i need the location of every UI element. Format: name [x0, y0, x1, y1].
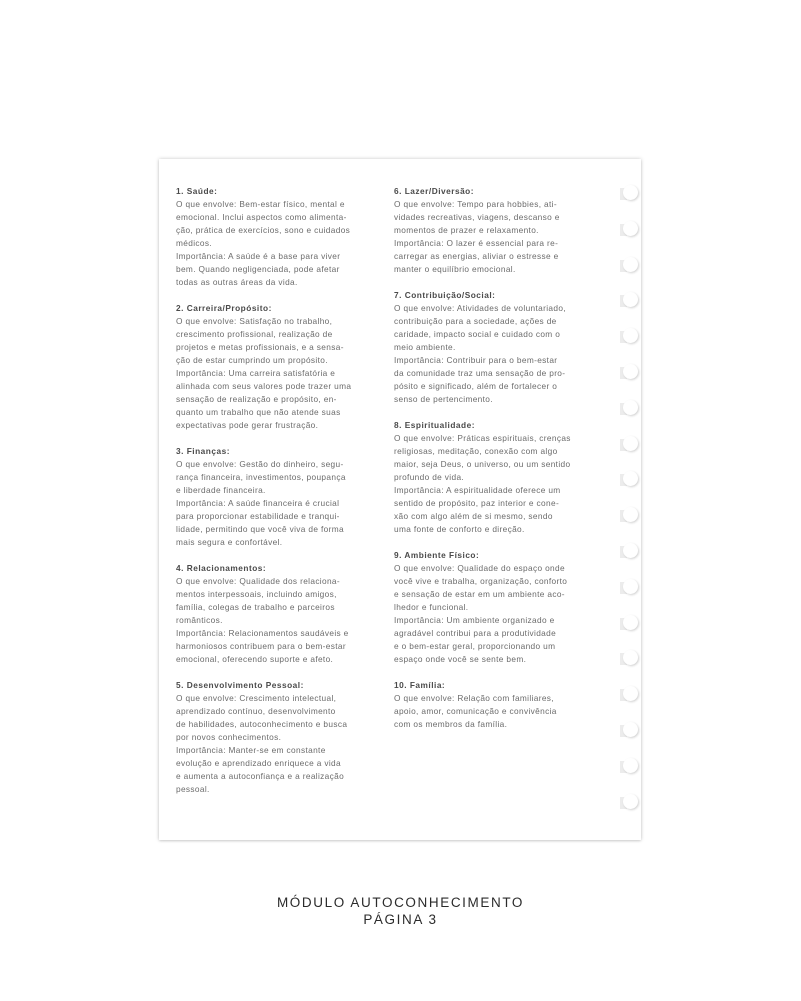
disc-ring	[623, 758, 638, 773]
binder-disc-icon	[620, 758, 638, 776]
planner-page	[159, 159, 641, 840]
section-body: O que envolve: Satisfação no trabalho, crescimento profissional, realização de projetos e metas profissionais, e a sensa- ção de estar cumprindo um propósito. Importância: Uma carreira satisfatória e alinhada com seus valores pode trazer uma sensação de realização e propósito, en- quanto um trabalho que não atende suas expectativas pode gerar frustração.	[176, 316, 352, 430]
disc-ring	[623, 436, 638, 451]
disc-ring	[623, 471, 638, 486]
section-contribuicao	[394, 289, 604, 406]
section-lazer	[394, 185, 604, 276]
binder-disc-tabs	[620, 185, 642, 825]
disc-ring	[623, 185, 638, 200]
section-title: 6. Lazer/Diversão:	[394, 186, 475, 196]
section-carreira	[176, 302, 386, 432]
section-title: 3. Finanças:	[176, 446, 230, 456]
disc-ring	[623, 221, 638, 236]
module-title: MÓDULO AUTOCONHECIMENTO	[276, 895, 525, 910]
section-title: 7. Contribuição/Social:	[394, 290, 496, 300]
section-body: O que envolve: Relação com familiares, apoio, amor, comunicação e convivência com os membros da família.	[394, 693, 557, 729]
section-familia	[394, 679, 604, 731]
disc-ring	[623, 579, 638, 594]
section-body: O que envolve: Atividades de voluntariado, contribuição para a sociedade, ações de caridade, impacto social e cuidado com o meio ambiente. Importância: Contribuir para o bem-estar da comunidade traz uma sensação de pro- pósito e significado, além de fortalecer o senso de pertencimento.	[394, 303, 566, 404]
disc-ring	[623, 328, 638, 343]
disc-ring	[623, 257, 638, 272]
binder-disc-icon	[620, 471, 638, 489]
section-espiritualidade	[394, 419, 604, 536]
section-body: O que envolve: Qualidade dos relaciona- mentos interpessoais, incluindo amigos, família, colegas de trabalho e parceiros românticos. Importância: Relacionamentos saudáveis e harmoniosos contribuem para o bem-estar emocional, oferecendo suporte e afeto.	[176, 576, 349, 664]
binder-disc-icon	[620, 185, 638, 203]
section-desenvolvimento-pessoal	[176, 679, 386, 796]
binder-disc-icon	[620, 507, 638, 525]
section-body: O que envolve: Qualidade do espaço onde você vive e trabalha, organização, conforto e sensação de estar em um ambiente aco- lhedor e funcional. Importância: Um ambiente organizado e agradável contribui para a produtividade e o bem-estar geral, proporcionando um espaço onde você se sente bem.	[394, 563, 568, 664]
left-column	[176, 185, 386, 809]
section-ambiente-fisico	[394, 549, 604, 666]
page-footer	[0, 894, 801, 928]
disc-ring	[623, 507, 638, 522]
binder-disc-icon	[620, 436, 638, 454]
section-title: 1. Saúde:	[176, 186, 218, 196]
binder-disc-icon	[620, 722, 638, 740]
section-title: 5. Desenvolvimento Pessoal:	[176, 680, 304, 690]
section-title: 8. Espiritualidade:	[394, 420, 475, 430]
section-body: O que envolve: Práticas espirituais, crenças religiosas, meditação, conexão com algo maior, seja Deus, o universo, ou um sentido profundo de vida. Importância: A espiritualidade oferece um sentido de propósito, paz interior e cone- xão com algo além de si mesmo, sendo uma fonte de conforto e direção.	[394, 433, 571, 534]
page-number: PÁGINA 3	[363, 912, 438, 927]
binder-disc-icon	[620, 615, 638, 633]
section-title: 4. Relacionamentos:	[176, 563, 267, 573]
section-relacionamentos	[176, 562, 386, 666]
binder-disc-icon	[620, 364, 638, 382]
section-title: 2. Carreira/Propósito:	[176, 303, 272, 313]
section-financas	[176, 445, 386, 549]
section-body: O que envolve: Bem-estar físico, mental e emocional. Inclui aspectos como alimenta- ção, prática de exercícios, sono e cuidados médicos. Importância: A saúde é a base para viver bem. Quando negligenciada, pode afetar todas as outras áreas da vida.	[176, 199, 351, 287]
binder-disc-icon	[620, 292, 638, 310]
binder-disc-icon	[620, 543, 638, 561]
binder-disc-icon	[620, 257, 638, 275]
section-title: 9. Ambiente Físico:	[394, 550, 480, 560]
binder-disc-icon	[620, 686, 638, 704]
binder-disc-icon	[620, 794, 638, 812]
disc-ring	[623, 292, 638, 307]
disc-ring	[623, 543, 638, 558]
section-body: O que envolve: Tempo para hobbies, ati- vidades recreativas, viagens, descanso e momentos de prazer e relaxamento. Importância: O lazer é essencial para re- carregar as energias, aliviar o estresse e manter o equilíbrio emocional.	[394, 199, 560, 274]
right-column	[394, 185, 604, 744]
disc-ring	[623, 650, 638, 665]
binder-disc-icon	[620, 400, 638, 418]
binder-disc-icon	[620, 650, 638, 668]
binder-disc-icon	[620, 579, 638, 597]
disc-ring	[623, 686, 638, 701]
disc-ring	[623, 364, 638, 379]
section-saude	[176, 185, 386, 289]
disc-ring	[623, 400, 638, 415]
disc-ring	[623, 794, 638, 809]
binder-disc-icon	[620, 328, 638, 346]
section-body: O que envolve: Gestão do dinheiro, segu- rança financeira, investimentos, poupança e liberdade financeira. Importância: A saúde financeira é crucial para proporcionar estabilidade e tranqui- lidade, permitindo que você viva de forma mais segura e confortável.	[176, 459, 346, 547]
section-body: O que envolve: Crescimento intelectual, aprendizado contínuo, desenvolvimento de habilidades, autoconhecimento e busca por novos conhecimentos. Importância: Manter-se em constante evolução e aprendizado enriquece a vida e aumenta a autoconfiança e a realização pessoal.	[176, 693, 348, 794]
section-title: 10. Família:	[394, 680, 446, 690]
disc-ring	[623, 722, 638, 737]
binder-disc-icon	[620, 221, 638, 239]
disc-ring	[623, 615, 638, 630]
